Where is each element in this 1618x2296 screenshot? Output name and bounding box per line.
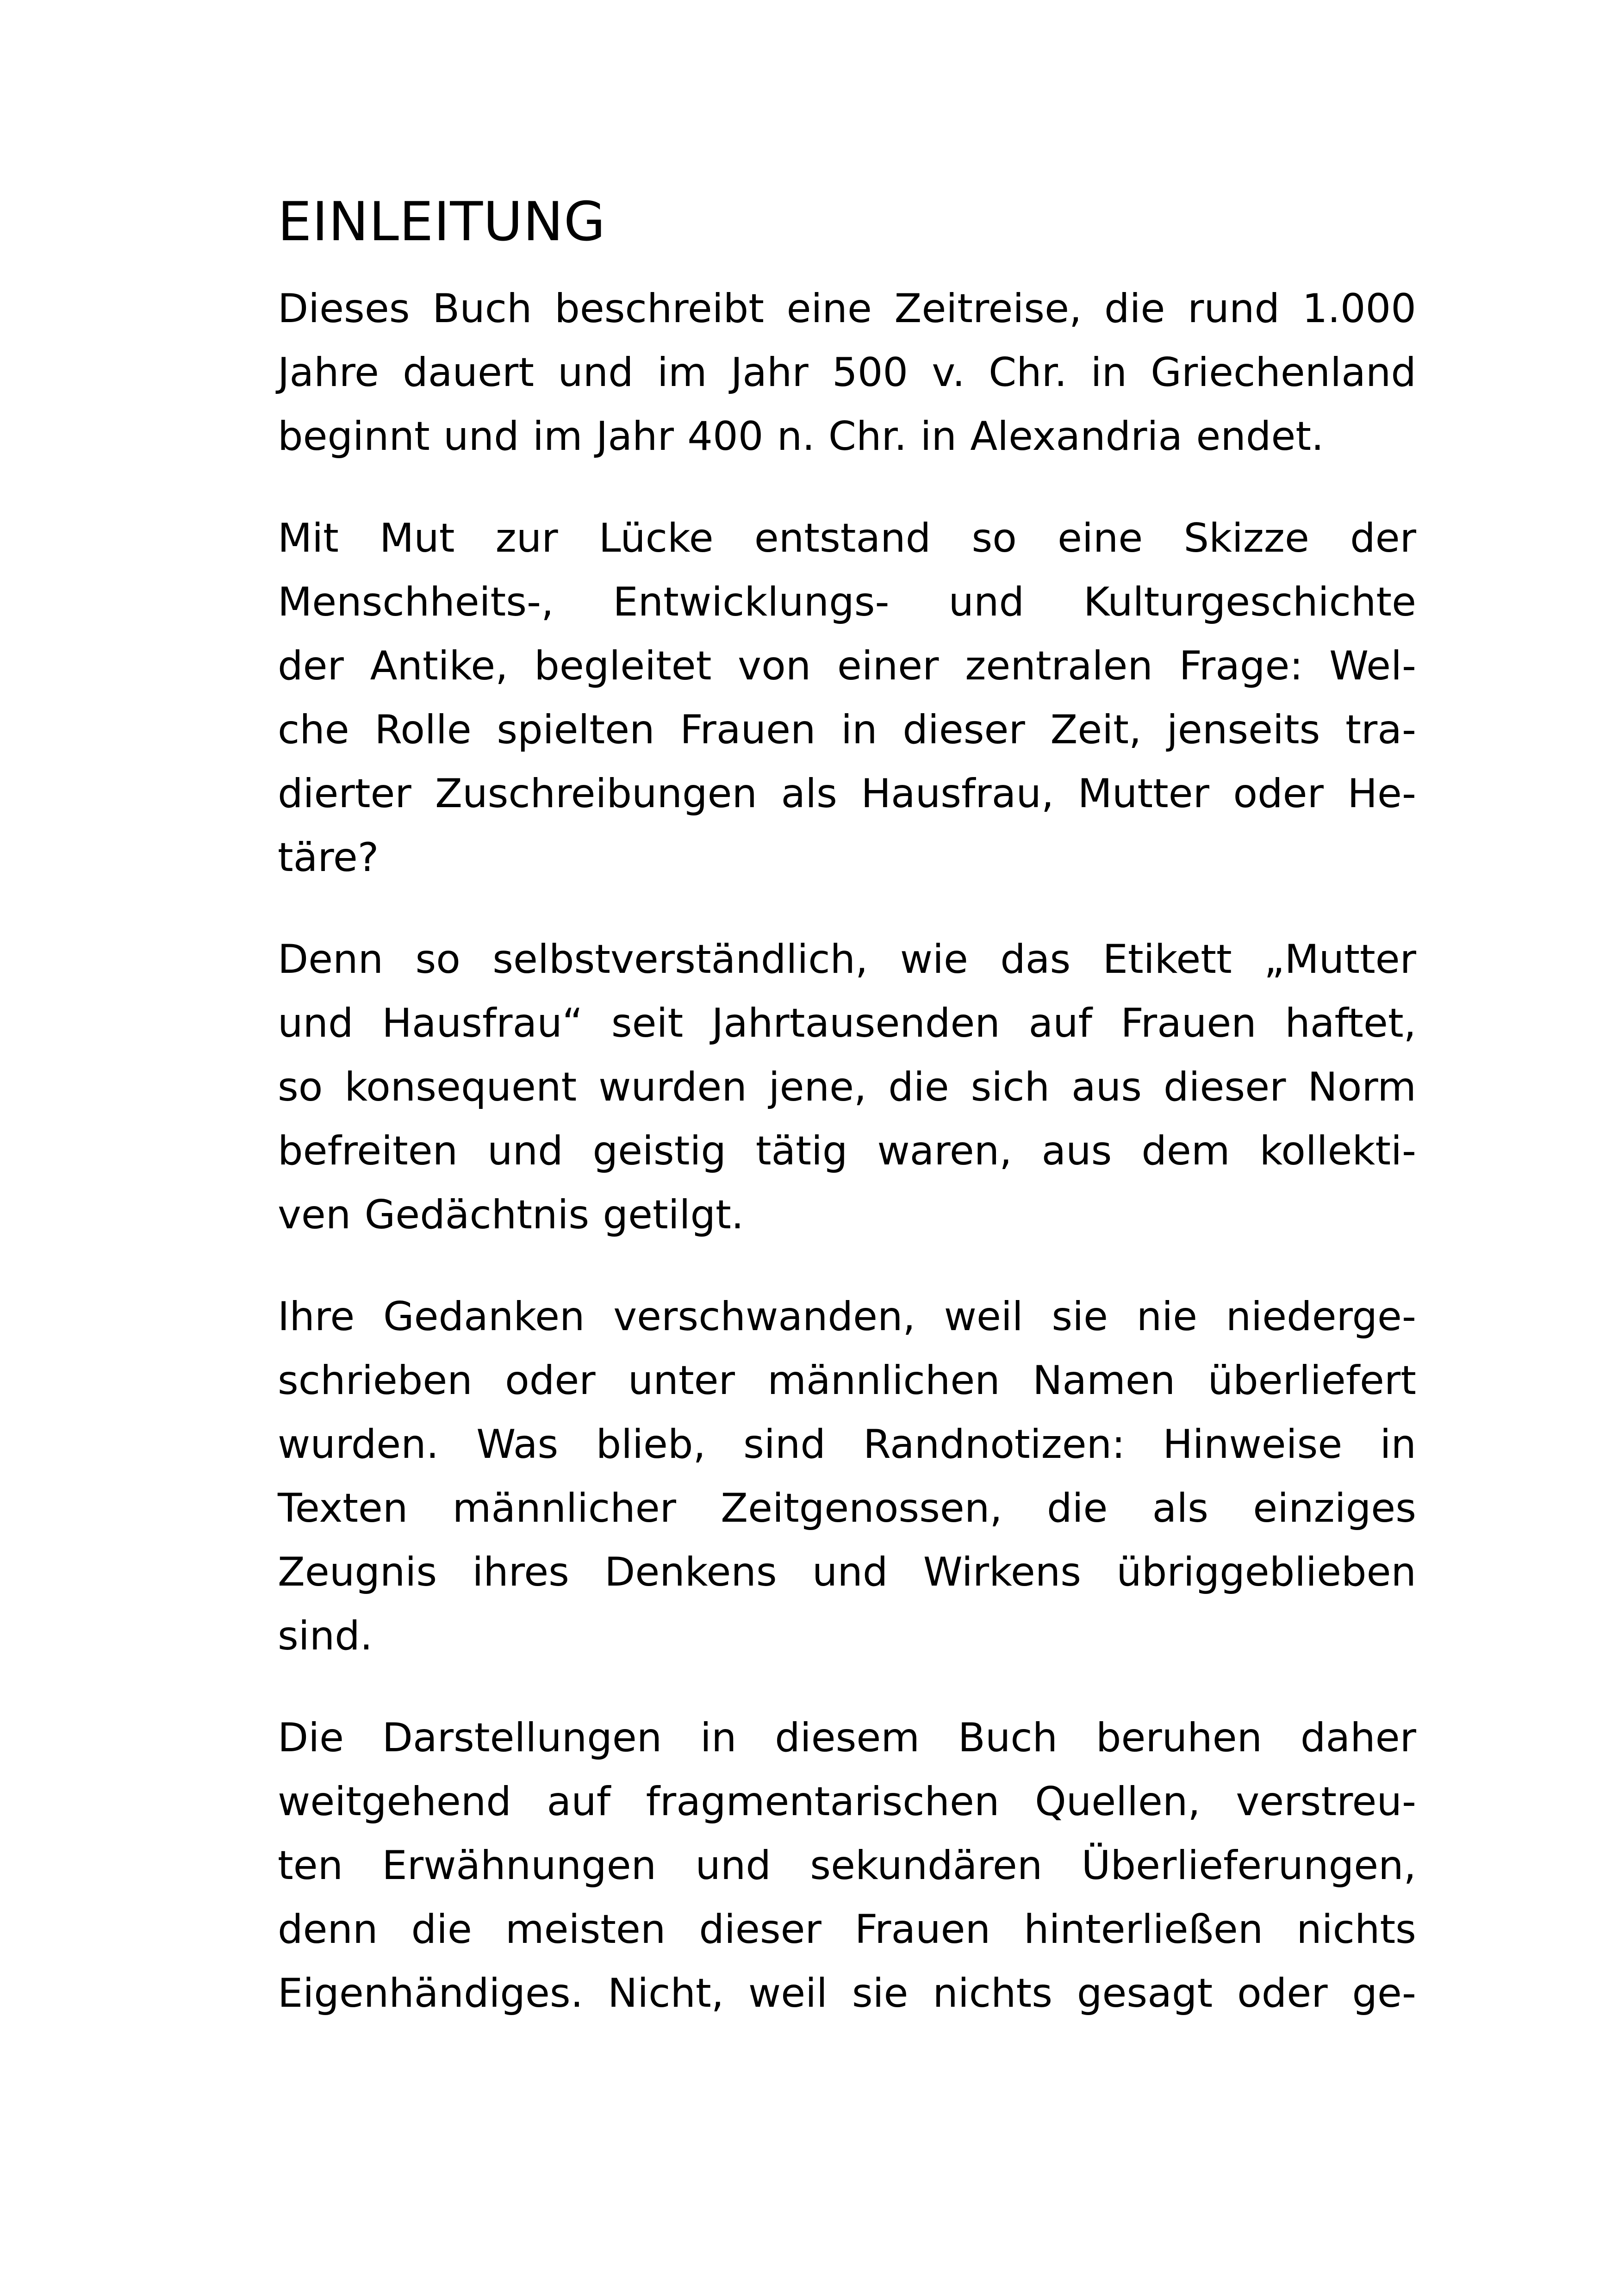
- text-line: Denn so selbstverständlich, wie das Etikett „Mutter: [278, 936, 1416, 983]
- text-line: Ihre Gedanken verschwanden, weil sie nie niederge-: [278, 1294, 1416, 1340]
- text-line: täre?: [278, 834, 379, 881]
- paragraph-2: [278, 506, 1416, 890]
- text-line: weitgehend auf fragmentarischen Quellen, verstreu-: [278, 1779, 1416, 1825]
- text-line: ten Erwähnungen und sekundären Überlieferungen,: [278, 1842, 1416, 1889]
- text-line: Texten männlicher Zeitgenossen, die als einziges: [278, 1485, 1416, 1531]
- page-title: EINLEITUNG: [278, 191, 606, 253]
- paragraph-4: [278, 1285, 1416, 1668]
- text-line: befreiten und geistig tätig waren, aus dem kollekti-: [278, 1128, 1416, 1174]
- paragraph-5: [278, 1706, 1416, 2025]
- text-line: che Rolle spielten Frauen in dieser Zeit, jenseits tra-: [278, 707, 1416, 753]
- text-line: beginnt und im Jahr 400 n. Chr. in Alexandria endet.: [278, 413, 1324, 460]
- text-line: Mit Mut zur Lücke entstand so eine Skizze der: [278, 515, 1416, 561]
- text-line: Die Darstellungen in diesem Buch beruhen daher: [278, 1715, 1416, 1761]
- text-line: Menschheits-, Entwicklungs- und Kulturgeschichte: [278, 579, 1416, 625]
- text-line: so konsequent wurden jene, die sich aus dieser Norm: [278, 1064, 1416, 1110]
- text-line: der Antike, begleitet von einer zentralen Frage: Wel-: [278, 643, 1416, 689]
- text-line: schrieben oder unter männlichen Namen überliefert: [278, 1357, 1416, 1404]
- page-content: [278, 176, 1416, 2025]
- text-line: Dieses Buch beschreibt eine Zeitreise, die rund 1.000: [278, 286, 1416, 332]
- paragraph-1: [278, 277, 1416, 468]
- text-line: und Hausfrau“ seit Jahrtausenden auf Frauen haftet,: [278, 1000, 1416, 1046]
- text-line: ven Gedächtnis getilgt.: [278, 1192, 744, 1238]
- paragraph-3: [278, 927, 1416, 1247]
- text-line: dierter Zuschreibungen als Hausfrau, Mutter oder He-: [278, 771, 1416, 817]
- text-line: Jahre dauert und im Jahr 500 v. Chr. in Griechenland: [278, 349, 1416, 396]
- text-line: Eigenhändiges. Nicht, weil sie nichts gesagt oder ge-: [278, 1970, 1416, 2016]
- text-line: denn die meisten dieser Frauen hinterließen nichts: [278, 1906, 1416, 1953]
- text-line: wurden. Was blieb, sind Randnotizen: Hinweise in: [278, 1421, 1416, 1468]
- text-line: sind.: [278, 1613, 373, 1659]
- text-line: Zeugnis ihres Denkens und Wirkens übriggeblieben: [278, 1549, 1416, 1595]
